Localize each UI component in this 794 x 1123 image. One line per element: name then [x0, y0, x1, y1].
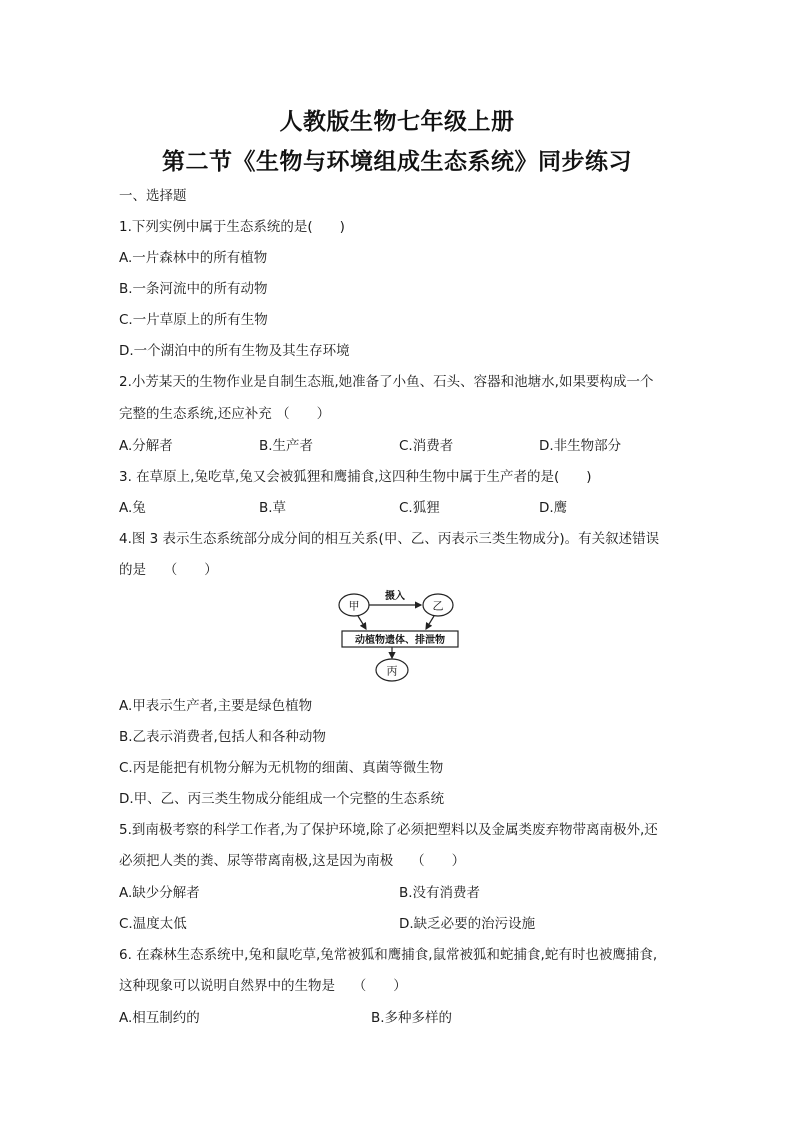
question-5-option-b: B.没有消费者: [399, 885, 481, 901]
question-4-option-c: C.丙是能把有机物分解为无机物的细菌、真菌等微生物: [119, 760, 444, 776]
edge-b-to-box-arrow: [426, 616, 434, 629]
document-title: 人教版生物七年级上册: [279, 108, 515, 135]
question-5-option-c: C.温度太低: [119, 916, 187, 932]
question-2-option-c: C.消费者: [399, 438, 454, 454]
question-4-option-d: D.甲、乙、丙三类生物成分能组成一个完整的生态系统: [119, 791, 445, 807]
question-2-stem-line2: 完整的生态系统,还应补充 （ ）: [119, 406, 331, 422]
section-heading: 一、选择题: [119, 188, 187, 204]
question-3-stem: 3. 在草原上,兔吃草,兔又会被狐狸和鹰捕食,这四种生物中属于生产者的是( ): [119, 469, 592, 485]
question-3-option-b: B.草: [259, 500, 287, 516]
question-1-option-c: C.一片草原上的所有生物: [119, 312, 268, 328]
question-5-option-d: D.缺乏必要的治污设施: [399, 916, 536, 932]
question-2-option-b: B.生产者: [259, 438, 314, 454]
question-1-option-a: A.一片森林中的所有植物: [119, 250, 268, 266]
question-1-option-d: D.一个湖泊中的所有生物及其生存环境: [119, 343, 350, 359]
node-b-label: 乙: [432, 599, 444, 613]
question-4-option-b: B.乙表示消费者,包括人和各种动物: [119, 729, 326, 745]
question-1-stem: 1.下列实例中属于生态系统的是( ): [119, 219, 345, 235]
node-c-label: 丙: [386, 664, 398, 678]
question-5-stem-line1: 5.到南极考察的科学工作者,为了保护环境,除了必须把塑料以及金属类废弃物带离南极外,还: [119, 822, 658, 838]
question-5-stem-line2: 必须把人类的粪、尿等带离南极,这是因为南极 （ ）: [119, 853, 466, 869]
edge-label: 摄入: [385, 591, 405, 602]
question-3-option-a: A.兔: [119, 500, 146, 516]
question-6-option-b: B.多种多样的: [371, 1010, 453, 1026]
question-6-stem-line2: 这种现象可以说明自然界中的生物是 （ ）: [119, 978, 407, 994]
question-4-stem-line1: 4.图 3 表示生态系统部分成分间的相互关系(甲、乙、丙表示三类生物成分)。有关叙述错误: [119, 531, 660, 547]
question-3-option-d: D.鹰: [539, 500, 568, 516]
node-a-label: 甲: [348, 599, 360, 613]
question-6-stem-line1: 6. 在森林生态系统中,兔和鼠吃草,兔常被狐和鹰捕食,鼠常被狐和蛇捕食,蛇有时也被鹰捕食,: [119, 947, 658, 963]
question-2-option-a: A.分解者: [119, 438, 173, 454]
question-2-option-d: D.非生物部分: [539, 438, 622, 454]
question-5-option-a: A.缺少分解者: [119, 885, 200, 901]
edge-a-to-box-arrow: [358, 616, 366, 629]
question-4-option-a: A.甲表示生产者,主要是绿色植物: [119, 698, 313, 714]
residue-box-label: 动植物遗体、排泄物: [355, 635, 445, 646]
question-3-option-c: C.狐狸: [399, 500, 440, 516]
ecosystem-diagram: [330, 588, 470, 684]
question-2-stem-line1: 2.小芳某天的生物作业是自制生态瓶,她准备了小鱼、石头、容器和池塘水,如果要构成一个: [119, 374, 654, 390]
document-subtitle: 第二节《生物与环境组成生态系统》同步练习: [162, 148, 632, 175]
question-6-option-a: A.相互制约的: [119, 1010, 200, 1026]
question-1-option-b: B.一条河流中的所有动物: [119, 281, 268, 297]
question-4-stem-line2: 的是 （ ）: [119, 562, 218, 578]
